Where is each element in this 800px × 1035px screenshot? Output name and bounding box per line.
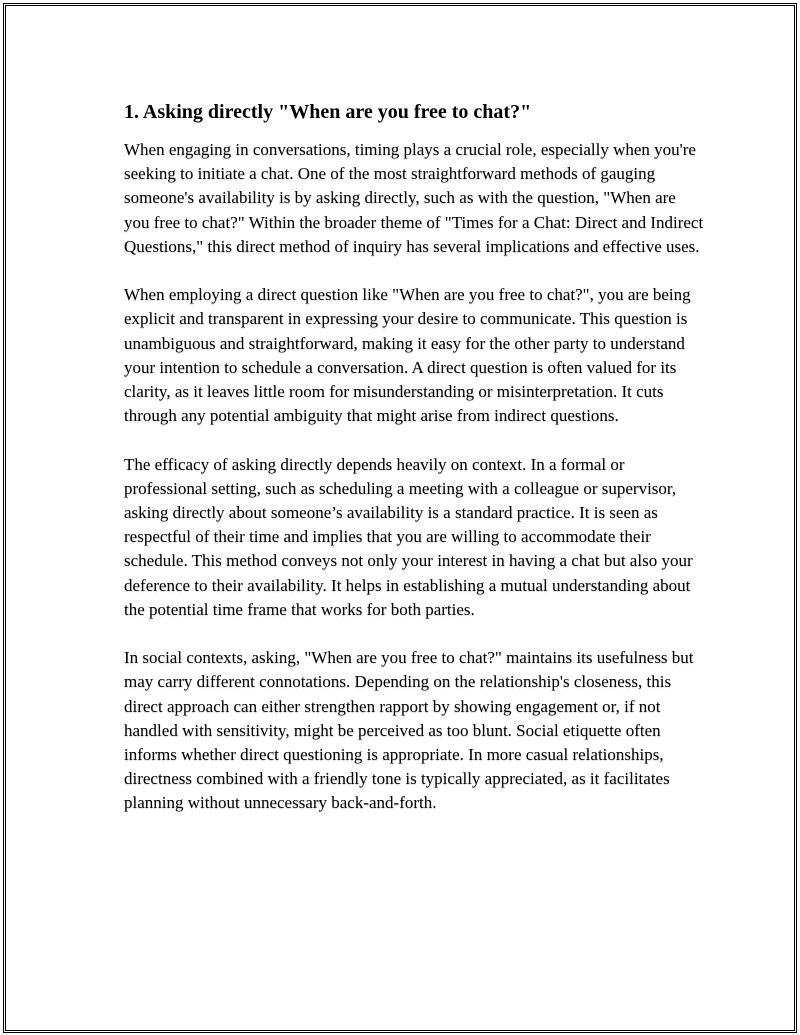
paragraph-efficacy: The efficacy of asking directly depends heavily on context. In a formal or professional setting, such as scheduling a meeting with a colleague or supervisor, asking directly about someone’s availability is a standard practice. It is seen as respectful of their time and implies that you are willing to accommodate their schedule. This method conveys not only your interest in having a chat but also your deference to their availability. It helps in establishing a mutual understanding about the potential time frame that works for both parties. (124, 454, 693, 619)
paragraph-intro: When engaging in conversations, timing plays a crucial role, especially when you're seeking to initiate a chat. One of the most straightforward methods of gauging someone's availability is by asking directly, such as with the question, "When are you free to chat?" Within the broader theme of "Times for a Chat: Direct and Indirect Questions," this direct method of inquiry has several implications and effective uses. (124, 140, 704, 256)
document-body (124, 98, 704, 840)
paragraph-social-contexts: In social contexts, asking, "When are you free to chat?" maintains its usefulness but may carry different connotations. Depending on the relationship's closeness, this direct approach can either strengthen rapport by showing engagement or, if not handled with sensitivity, might be perceived as too blunt. Social etiquette often informs whether direct questioning is appropriate. In more casual relationships, directness combined with a friendly tone is typically appreciated, as it facilitates planning without unnecessary back-and-forth. (124, 648, 694, 813)
paragraph-direct-question: When employing a direct question like "When are you free to chat?", you are being explicit and transparent in expressing your desire to communicate. This question is unambiguous and straightforward, making it easy for the other party to understand your intention to schedule a conversation. A direct question is often valued for its clarity, as it leaves little room for misunderstanding or misinterpretation. It cuts through any potential ambiguity that might arise from indirect questions. (124, 285, 691, 426)
section-heading: 1. Asking directly "When are you free to chat?" (124, 101, 532, 123)
page-frame (3, 3, 797, 1033)
